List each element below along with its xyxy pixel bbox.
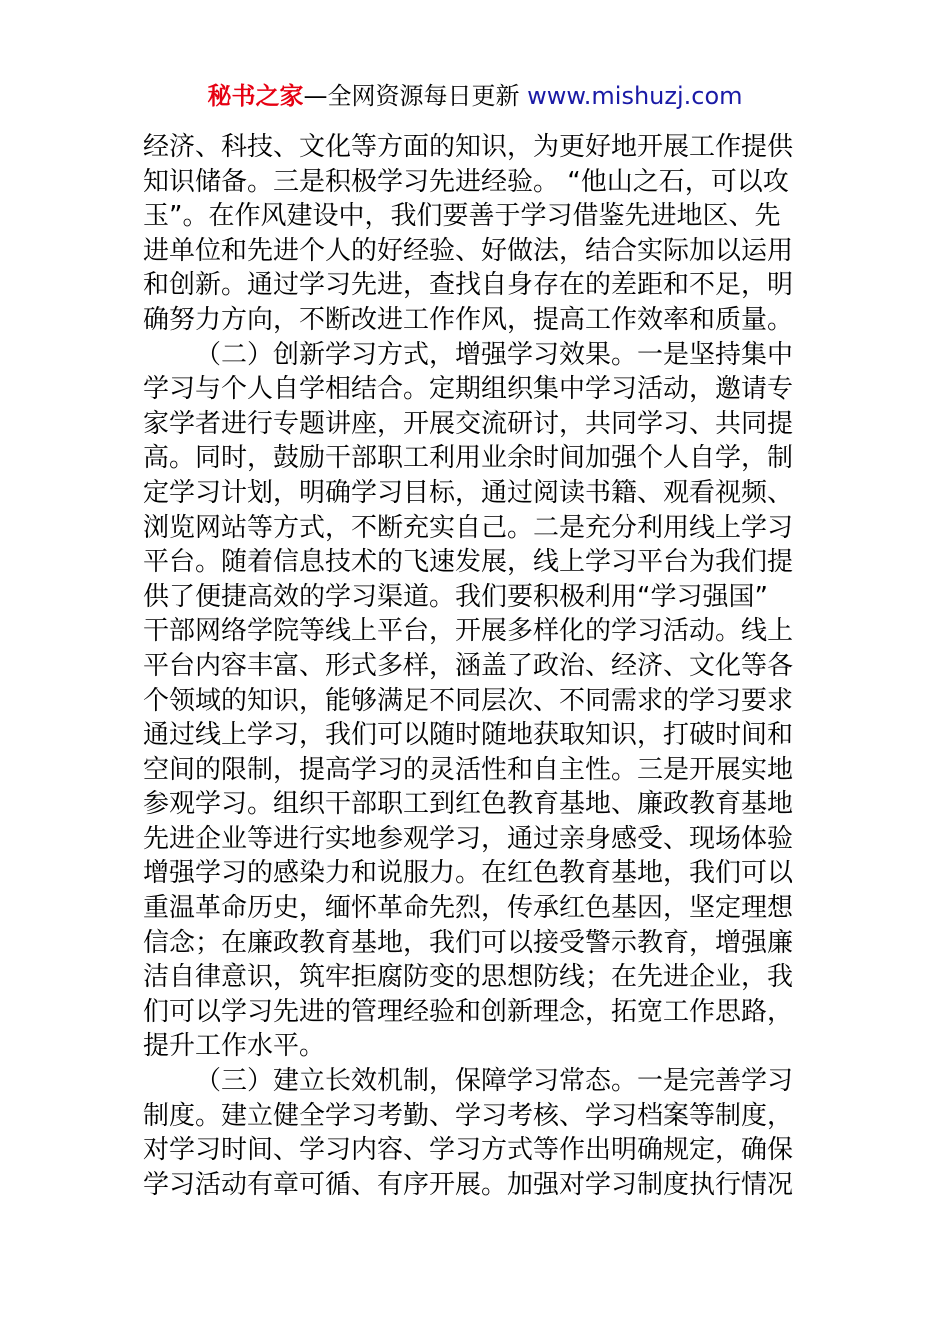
text-line: 提升工作水平。 xyxy=(143,1031,326,1062)
text-line: 重温革命历史，缅怀革命先烈，传承红色基因，坚定理想 xyxy=(143,893,794,924)
text-line: 对学习时间、学习内容、学习方式等作出明确规定，确保 xyxy=(143,1135,794,1166)
site-tagline: —全网资源每日更新 xyxy=(303,82,520,110)
text-line: 确努力方向，不断改进工作作风，提高工作效率和质量。 xyxy=(143,304,794,335)
site-header xyxy=(0,80,950,112)
text-line: 和创新。通过学习先进，查找自身存在的差距和不足，明 xyxy=(143,270,794,301)
text-line: 高。同时，鼓励干部职工利用业余时间加强个人自学，制 xyxy=(143,443,794,474)
text-line: 通过线上学习，我们可以随时随地获取知识，打破时间和 xyxy=(143,720,794,751)
text-line: 干部网络学院等线上平台，开展多样化的学习活动。线上 xyxy=(143,616,794,647)
text-line: 平台。随着信息技术的飞速发展，线上学习平台为我们提 xyxy=(143,547,794,578)
text-line: 参观学习。组织干部职工到红色教育基地、廉政教育基地 xyxy=(143,789,794,820)
text-line: 定学习计划，明确学习目标，通过阅读书籍、观看视频、 xyxy=(143,477,794,508)
text-line: 知识储备。三是积极学习先进经验。 “他山之石，可以攻 xyxy=(143,166,789,197)
text-line: 洁自律意识，筑牢拒腐防变的思想防线；在先进企业，我 xyxy=(143,962,794,993)
text-line: 供了便捷高效的学习渠道。我们要积极利用“学习强国” xyxy=(143,581,768,612)
text-line: 先进企业等进行实地参观学习，通过亲身感受、现场体验 xyxy=(143,823,794,854)
text-line: 家学者进行专题讲座，开展交流研讨，共同学习、共同提 xyxy=(143,408,794,439)
text-line: 空间的限制，提高学习的灵活性和自主性。三是开展实地 xyxy=(143,754,794,785)
text-line: 增强学习的感染力和说服力。在红色教育基地，我们可以 xyxy=(143,858,794,889)
site-brand: 秘书之家 xyxy=(207,82,304,110)
text-line: 学习活动有章可循、有序开展。加强对学习制度执行情况 xyxy=(143,1169,794,1200)
document-body xyxy=(143,130,807,1202)
text-line: 浏览网站等方式，不断充实自己。二是充分利用线上学习 xyxy=(143,512,794,543)
text-line: 进单位和先进个人的好经验、好做法，结合实际加以运用 xyxy=(143,235,794,266)
text-line: 个领域的知识，能够满足不同层次、不同需求的学习要求 xyxy=(143,685,794,716)
site-url-link[interactable]: www.mishuzj.com xyxy=(527,82,743,110)
text-line: 信念；在廉政教育基地，我们可以接受警示教育，增强廉 xyxy=(143,927,794,958)
text-line: 制度。建立健全学习考勤、学习考核、学习档案等制度， xyxy=(143,1100,794,1131)
text-line: 平台内容丰富、形式多样，涵盖了政治、经济、文化等各 xyxy=(143,650,794,681)
paragraph-heading-line: （二）创新学习方式，增强学习效果。一是坚持集中 xyxy=(195,339,794,370)
text-line: 们可以学习先进的管理经验和创新理念，拓宽工作思路， xyxy=(143,996,794,1027)
text-line: 玉”。在作风建设中，我们要善于学习借鉴先进地区、先 xyxy=(143,201,781,232)
text-line: 经济、科技、文化等方面的知识，为更好地开展工作提供 xyxy=(143,132,794,162)
text-line: 学习与个人自学相结合。定期组织集中学习活动，邀请专 xyxy=(143,374,794,405)
paragraph-heading-line: （三）建立长效机制，保障学习常态。一是完善学习 xyxy=(195,1066,794,1097)
